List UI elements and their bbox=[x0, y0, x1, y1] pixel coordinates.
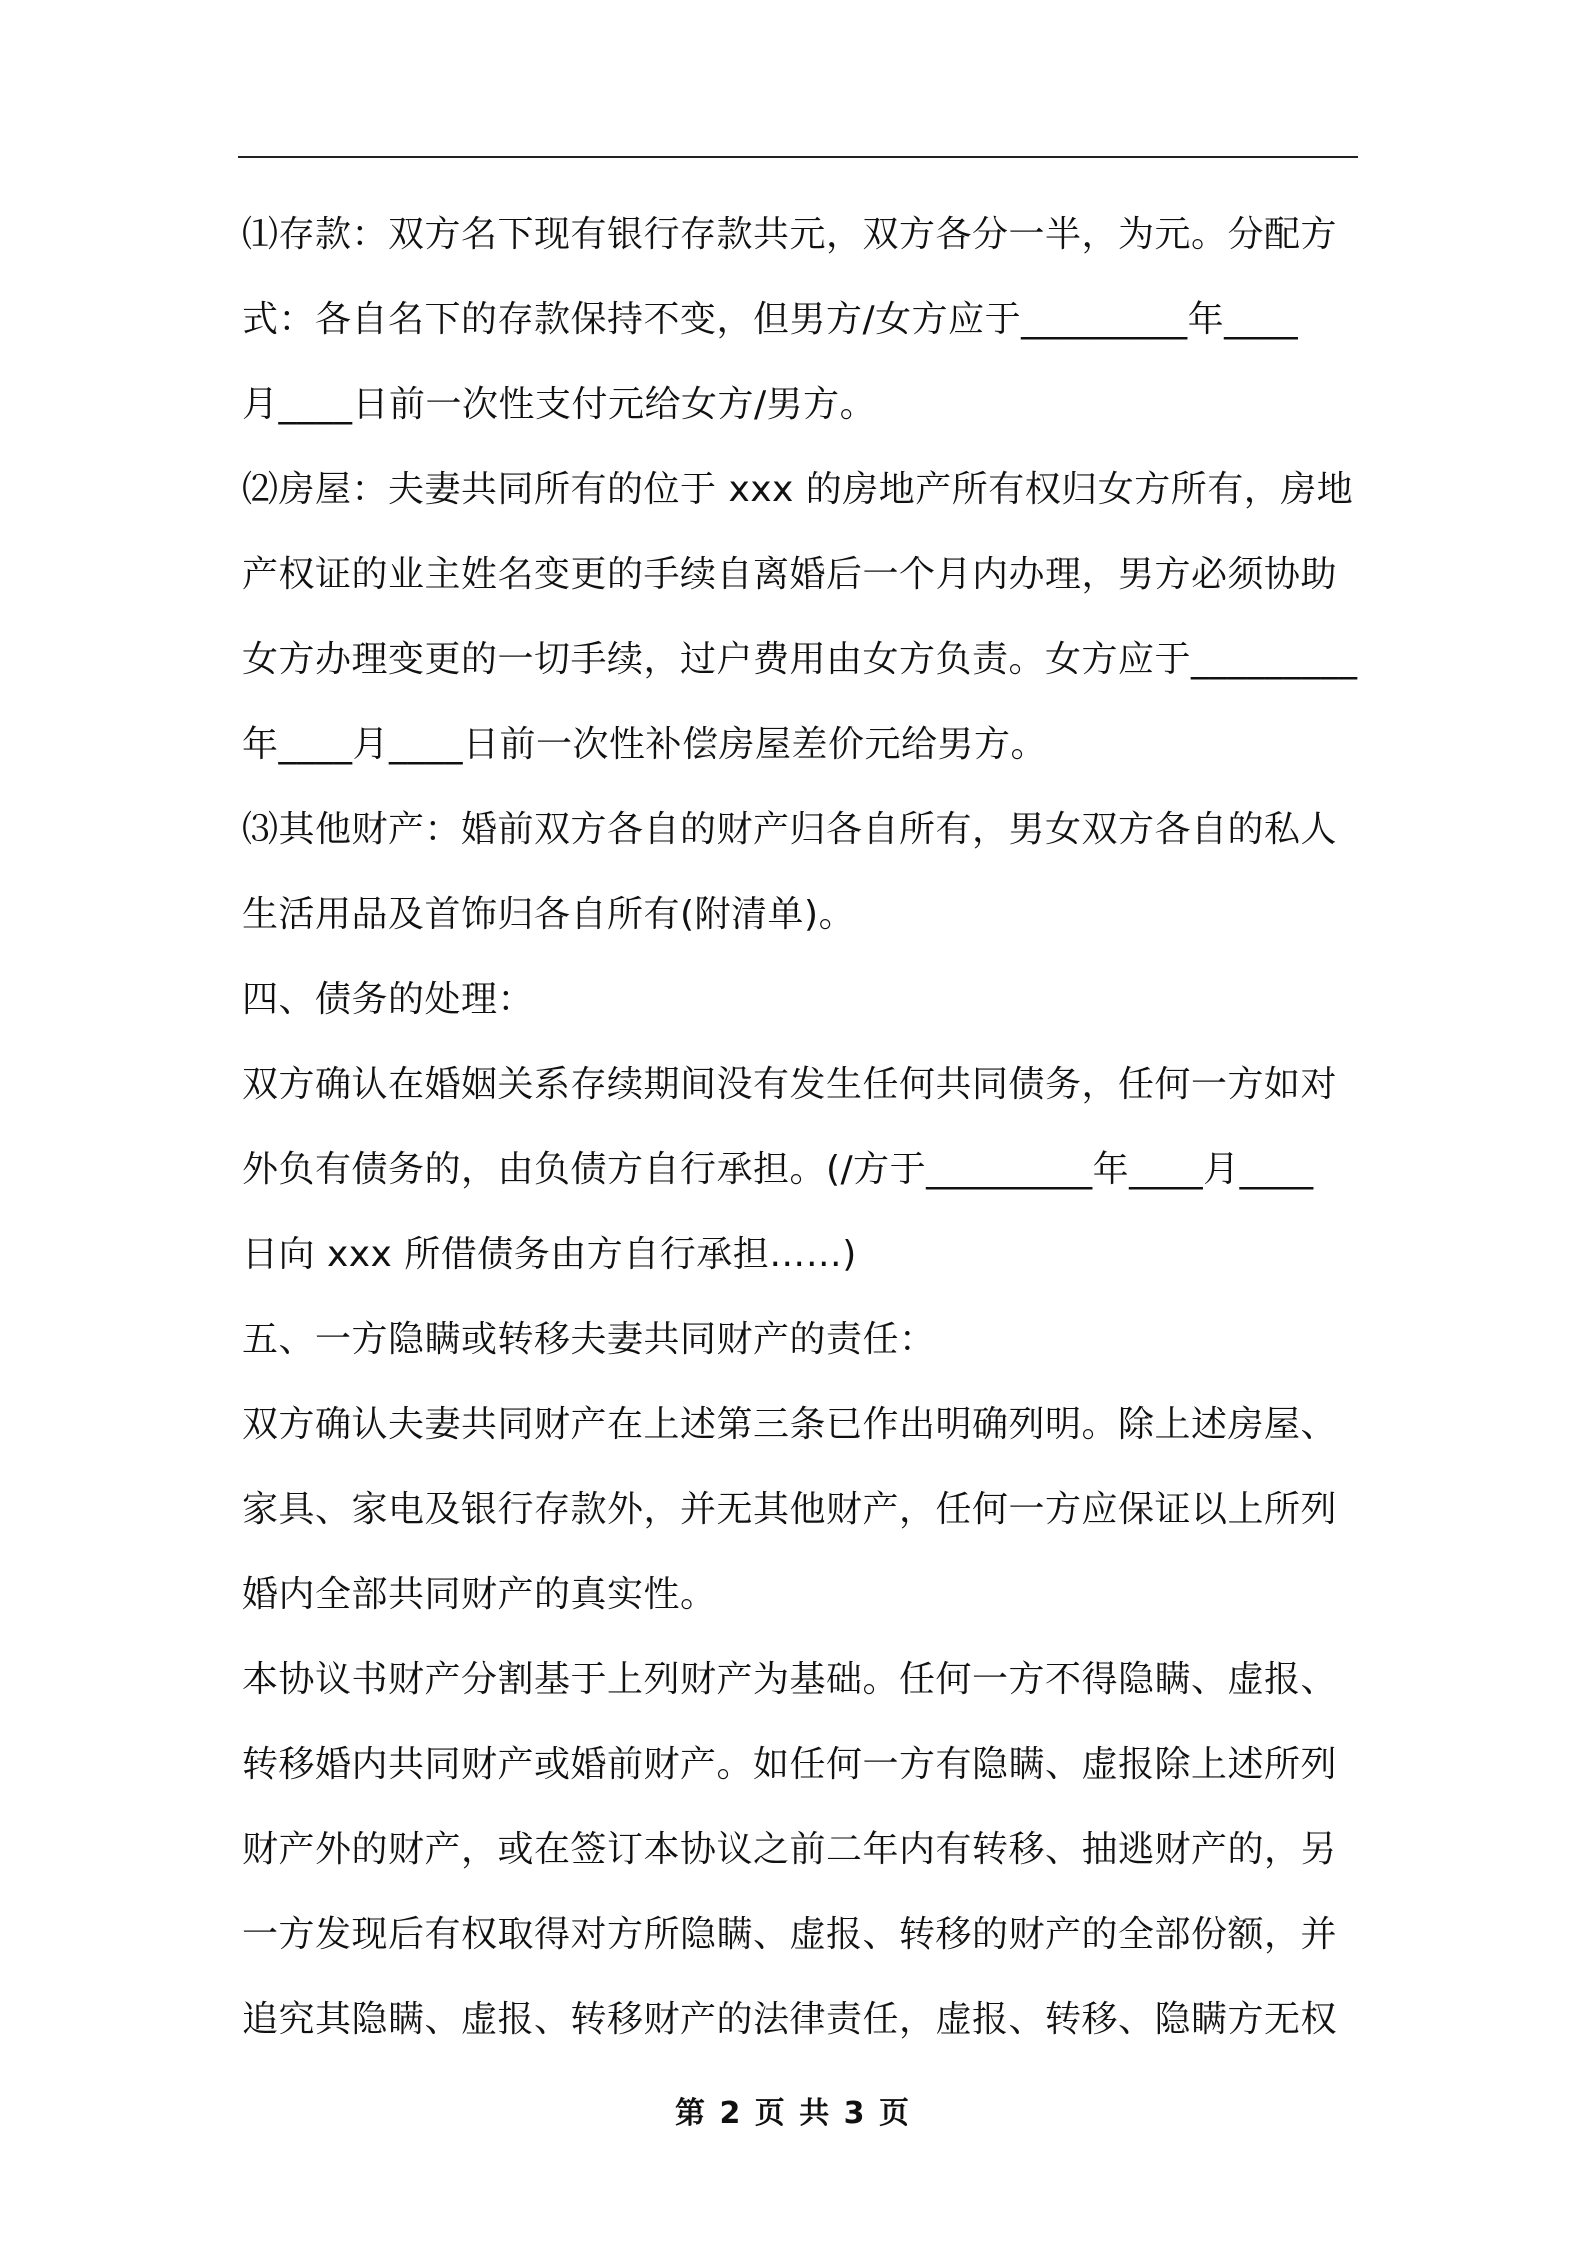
text-line: 家具、家电及银行存款外，并无其他财产，任何一方应保证以上所列 bbox=[242, 1489, 1338, 1530]
document-body bbox=[242, 192, 1360, 2062]
page-number: 第 2 页 共 3 页 bbox=[675, 2096, 911, 2131]
text-line: 外负有债务的，由负债方自行承担。(/方于_________年____月____ bbox=[242, 1149, 1314, 1190]
text-line: 双方确认在婚姻关系存续期间没有发生任何共同债务，任何一方如对 bbox=[242, 1064, 1338, 1105]
text-line: 财产外的财产，或在签订本协议之前二年内有转移、抽逃财产的，另 bbox=[242, 1829, 1338, 1870]
text-line: 生活用品及首饰归各自所有(附清单)。 bbox=[242, 894, 856, 935]
text-line: 双方确认夫妻共同财产在上述第三条已作出明确列明。除上述房屋、 bbox=[242, 1404, 1338, 1445]
text-line: 月____日前一次性支付元给女方/男方。 bbox=[242, 384, 877, 425]
text-line: ⑶其他财产：婚前双方各自的财产归各自所有，男女双方各自的私人 bbox=[242, 809, 1338, 850]
section-heading: 四、债务的处理： bbox=[242, 979, 535, 1020]
text-line: ⑴存款：双方名下现有银行存款共元，双方各分一半，为元。分配方 bbox=[242, 214, 1338, 255]
header-rule bbox=[238, 156, 1358, 158]
text-line: 产权证的业主姓名变更的手续自离婚后一个月内办理，男方必须协助 bbox=[242, 554, 1338, 595]
text-line: 婚内全部共同财产的真实性。 bbox=[242, 1574, 717, 1615]
text-line: 转移婚内共同财产或婚前财产。如任何一方有隐瞒、虚报除上述所列 bbox=[242, 1744, 1338, 1785]
text-line: 日向 xxx 所借债务由方自行承担……) bbox=[242, 1234, 857, 1275]
text-line: 本协议书财产分割基于上列财产为基础。任何一方不得隐瞒、虚报、 bbox=[242, 1659, 1338, 1700]
section-heading: 五、一方隐瞒或转移夫妻共同财产的责任： bbox=[242, 1319, 936, 1360]
text-line: 一方发现后有权取得对方所隐瞒、虚报、转移的财产的全部份额，并 bbox=[242, 1914, 1338, 1955]
text-line: 女方办理变更的一切手续，过户费用由女方负责。女方应于_________ bbox=[242, 639, 1358, 680]
text-line: 追究其隐瞒、虚报、转移财产的法律责任，虚报、转移、隐瞒方无权 bbox=[242, 1999, 1338, 2040]
text-line: 式：各自名下的存款保持不变，但男方/女方应于_________年____ bbox=[242, 299, 1299, 340]
text-line: 年____月____日前一次性补偿房屋差价元给男方。 bbox=[242, 724, 1048, 765]
text-line: ⑵房屋：夫妻共同所有的位于 xxx 的房地产所有权归女方所有，房地 bbox=[242, 469, 1354, 510]
